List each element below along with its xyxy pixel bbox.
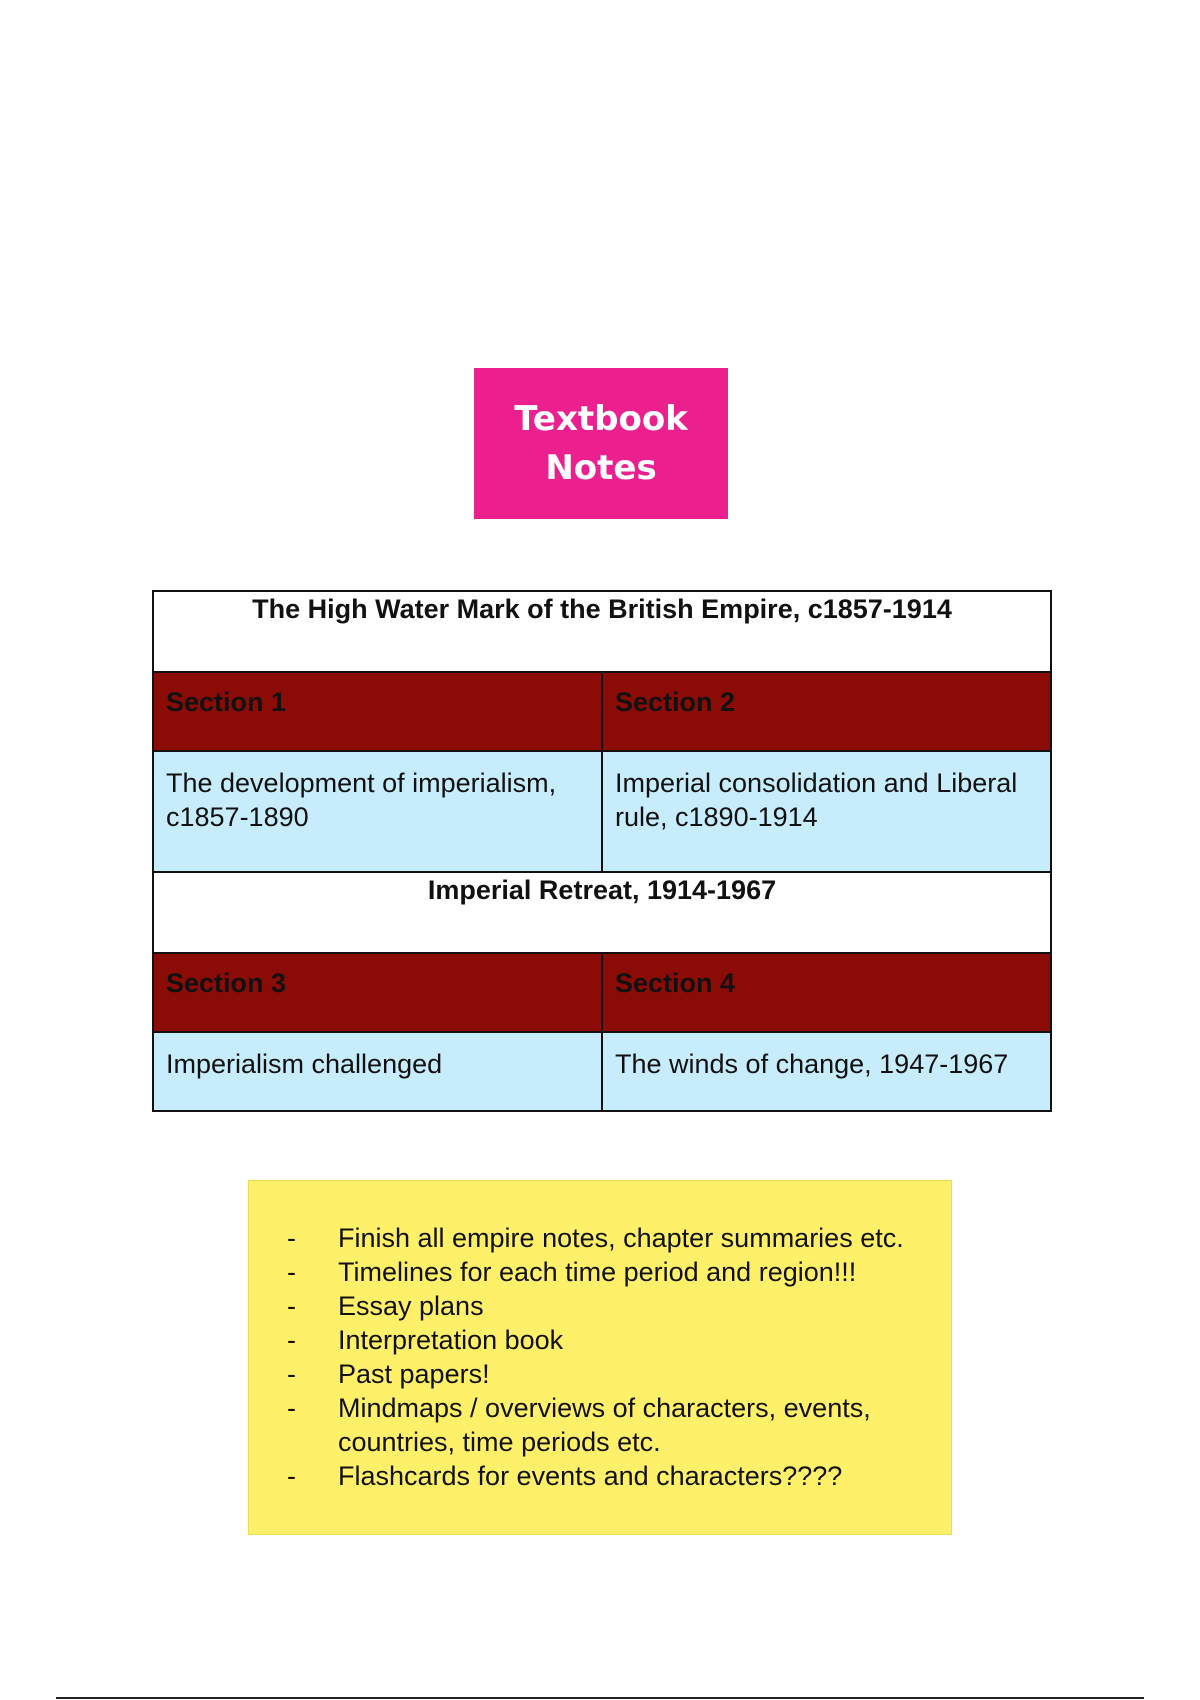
section-1-title: The development of imperialism, c1857-1890 [153,751,602,872]
todo-item [249,1289,931,1323]
badge-line-2: Notes [545,447,657,488]
todo-item-text: Mindmaps / overviews of characters, events, countries, time periods etc. [338,1393,871,1457]
todo-bullet: - [287,1461,296,1491]
textbook-notes-badge [474,368,728,519]
todo-item-text: Interpretation book [338,1325,564,1355]
todo-bullet: - [287,1223,296,1253]
todo-item [249,1221,931,1255]
todo-item [249,1323,931,1357]
todo-bullet: - [287,1325,296,1355]
todo-list [249,1221,931,1493]
revision-todo-note [248,1180,952,1535]
todo-bullet: - [287,1359,296,1389]
todo-item-text: Finish all empire notes, chapter summaries etc. [338,1223,904,1253]
todo-item [249,1391,931,1459]
todo-bullet: - [287,1291,296,1321]
section-2-heading: Section 2 [602,672,1051,751]
section-3-title: Imperialism challenged [153,1032,602,1111]
todo-item-text: Essay plans [338,1291,484,1321]
section-3-heading: Section 3 [153,953,602,1032]
todo-item [249,1459,931,1493]
section-2-title: Imperial consolidation and Liberal rule, c1890-1914 [602,751,1051,872]
todo-item-text: Past papers! [338,1359,490,1389]
bottom-divider [56,1697,1144,1699]
todo-bullet: - [287,1257,296,1287]
todo-item-text: Timelines for each time period and region!!! [338,1257,857,1287]
course-overview-table [152,590,1052,1112]
section-1-heading: Section 1 [153,672,602,751]
section-4-title: The winds of change, 1947-1967 [602,1032,1051,1111]
part-1-title: The High Water Mark of the British Empire, c1857-1914 [153,591,1051,672]
todo-item-text: Flashcards for events and characters???? [338,1461,843,1491]
todo-item [249,1255,931,1289]
todo-bullet: - [287,1393,296,1423]
part-2-title: Imperial Retreat, 1914-1967 [153,872,1051,953]
section-4-heading: Section 4 [602,953,1051,1032]
todo-item [249,1357,931,1391]
badge-line-1: Textbook [514,398,688,439]
